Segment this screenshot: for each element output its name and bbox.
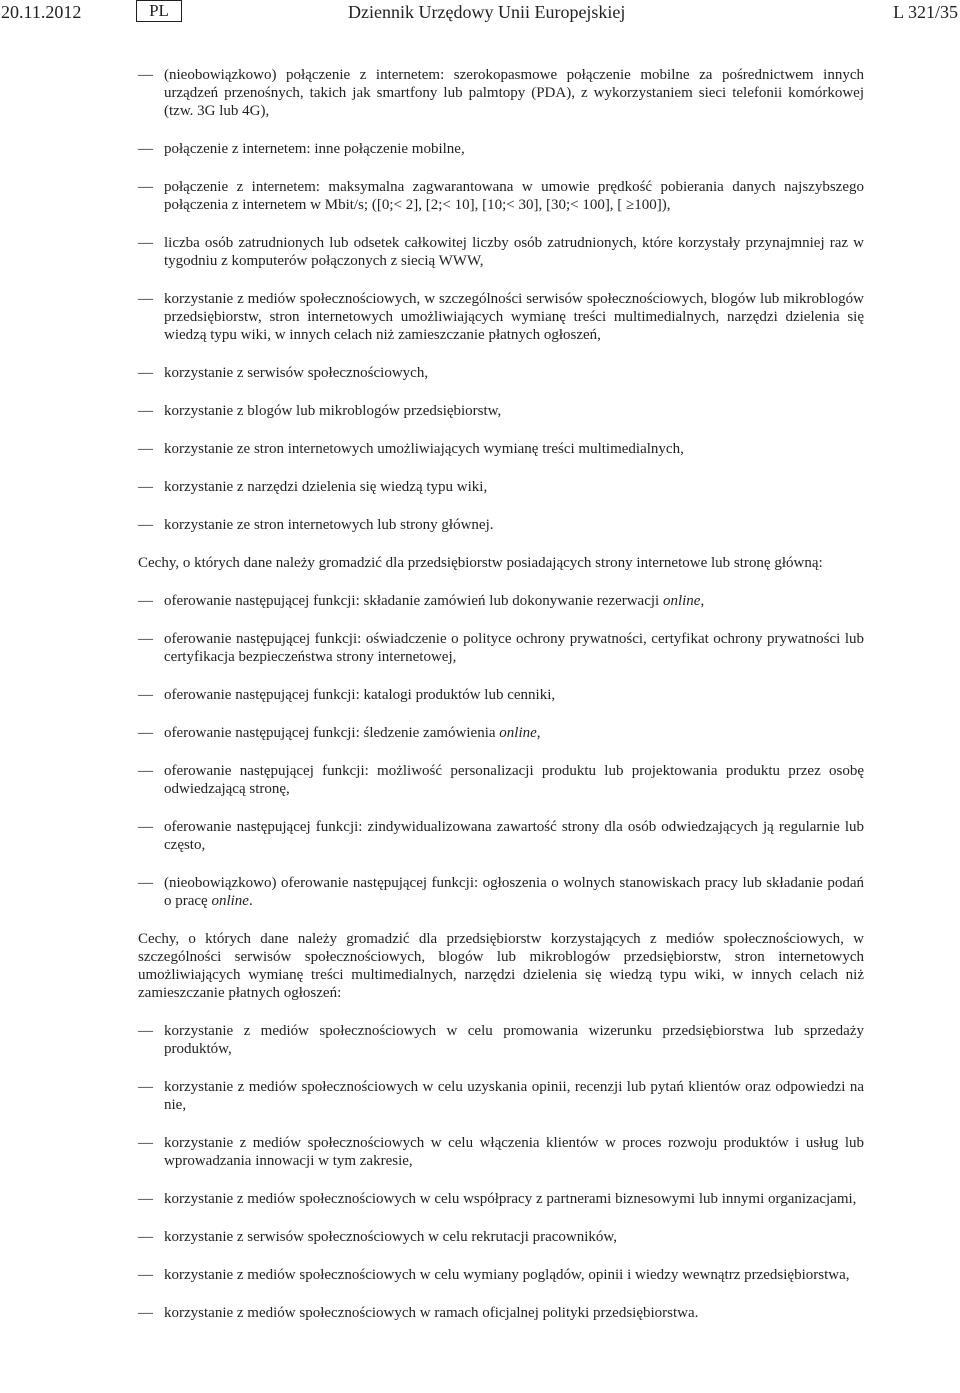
- italic-term: online: [499, 725, 537, 741]
- journal-title: Dziennik Urzędowy Unii Europejskiej: [348, 2, 626, 22]
- list-item-text: korzystanie z mediów społecznościowych w ramach oficjalnej polityki przedsiębiorstwa.: [164, 1305, 699, 1321]
- list-item: [138, 1134, 864, 1170]
- list-item: [138, 592, 864, 610]
- list-item-text: korzystanie z serwisów społecznościowych w celu rekrutacji pracowników,: [164, 1229, 618, 1245]
- list-item: [138, 1022, 864, 1058]
- list-item-text: korzystanie ze stron internetowych umożliwiających wymianę treści multimedialnych,: [164, 441, 684, 457]
- list-item-text: [164, 818, 864, 854]
- section-2-list: [138, 592, 864, 910]
- text-run: (nieobowiązkowo) oferowanie następującej funkcji: ogłoszenia o wolnych stanowiskach pracy lub składanie podań o pracę: [164, 875, 864, 909]
- list-item: [138, 1228, 864, 1246]
- dash-bullet: —: [138, 67, 153, 83]
- dash-bullet: —: [138, 1191, 153, 1207]
- text-run: .: [248, 893, 253, 909]
- dash-bullet: —: [138, 631, 153, 647]
- list-item-text: [164, 592, 864, 610]
- list-item-text: [164, 724, 864, 742]
- text-run: ,: [536, 725, 541, 741]
- list-item-text: korzystanie z mediów społecznościowych w celu współpracy z partnerami biznesowymi lub innymi organizacjami,: [164, 1191, 857, 1207]
- dash-bullet: —: [138, 291, 153, 307]
- list-item-text: połączenie z internetem: inne połączenie mobilne,: [164, 141, 465, 157]
- list-item-text: korzystanie z mediów społecznościowych w celu wymiany poglądów, opinii i wiedzy wewnątrz przedsiębiorstwa,: [164, 1267, 850, 1283]
- list-item: [138, 686, 864, 704]
- dash-bullet: —: [138, 1079, 153, 1095]
- text-run: oferowanie następującej funkcji: możliwość personalizacji produktu lub projektowania produktu przez osobę odwiedzającą stronę,: [164, 763, 864, 797]
- list-item-text: korzystanie ze stron internetowych lub strony głównej.: [164, 517, 494, 533]
- dash-bullet: —: [138, 1267, 153, 1283]
- section-2-intro: Cechy, o których dane należy gromadzić dla przedsiębiorstw posiadających strony internetowe lub stronę główną:: [138, 555, 823, 571]
- list-item: [138, 290, 864, 344]
- dash-bullet: —: [138, 1305, 153, 1321]
- section-1-list: [138, 66, 864, 534]
- dash-bullet: —: [138, 479, 153, 495]
- dash-bullet: —: [138, 1229, 153, 1245]
- dash-bullet: —: [138, 593, 153, 609]
- list-item-text: [164, 630, 864, 666]
- section-3-list: [138, 1022, 864, 1322]
- text-run: ,: [700, 593, 705, 609]
- document-body: [138, 66, 864, 1342]
- list-item: [138, 440, 864, 458]
- dash-bullet: —: [138, 1135, 153, 1151]
- list-item: [138, 516, 864, 534]
- page-header: [0, 0, 960, 34]
- text-run: oferowanie następującej funkcji: śledzenie zamówienia: [164, 725, 500, 741]
- text-run: oferowanie następującej funkcji: składanie zamówień lub dokonywanie rezerwacji: [164, 593, 663, 609]
- page-reference: L 321/35: [893, 2, 958, 22]
- list-item-text: [164, 686, 864, 704]
- list-item: [138, 724, 864, 742]
- list-item-text: korzystanie z serwisów społecznościowych,: [164, 365, 429, 381]
- list-item: [138, 234, 864, 270]
- list-item: [138, 874, 864, 910]
- list-item: [138, 364, 864, 382]
- list-item: [138, 178, 864, 214]
- list-item: [138, 66, 864, 120]
- text-run: oferowanie następującej funkcji: oświadczenie o polityce ochrony prywatności, certyfikat ochrony prywatności lub certyfikacja bezpieczeństwa strony internetowej,: [164, 631, 864, 665]
- section-3-intro: Cechy, o których dane należy gromadzić dla przedsiębiorstw korzystających z mediów społecznościowych, w szczególności serwisów społecznościowych, blogów lub mikroblogów przedsiębiorstw, stron internetowych umożliwiających wymianę treści multimedialnych, narzędzi dzielenia się wiedzą typu wiki, w innych celach niż zamieszczanie płatnych ogłoszeń:: [138, 931, 864, 1001]
- dash-bullet: —: [138, 235, 153, 251]
- list-item-text: korzystanie z mediów społecznościowych w celu promowania wizerunku przedsiębiorstwa lub sprzedaży produktów,: [164, 1023, 864, 1057]
- list-item-text: korzystanie z mediów społecznościowych w celu uzyskania opinii, recenzji lub pytań klientów oraz odpowiedzi na nie,: [164, 1079, 864, 1113]
- dash-bullet: —: [138, 365, 153, 381]
- list-item: [138, 1266, 864, 1284]
- dash-bullet: —: [138, 179, 153, 195]
- dash-bullet: —: [138, 763, 153, 779]
- list-item: [138, 1078, 864, 1114]
- text-run: oferowanie następującej funkcji: zindywidualizowana zawartość strony dla osób odwiedzających ją regularnie lub często,: [164, 819, 864, 853]
- dash-bullet: —: [138, 403, 153, 419]
- dash-bullet: —: [138, 819, 153, 835]
- language-code-box: PL: [136, 0, 182, 22]
- list-item: [138, 630, 864, 666]
- italic-term: online: [211, 893, 249, 909]
- list-item-text: korzystanie z narzędzi dzielenia się wiedzą typu wiki,: [164, 479, 488, 495]
- list-item: [138, 1190, 864, 1208]
- dash-bullet: —: [138, 517, 153, 533]
- list-item-text: [164, 762, 864, 798]
- list-item-text: korzystanie z mediów społecznościowych, w szczególności serwisów społecznościowych, blogów lub mikroblogów przedsiębiorstw, stron internetowych umożliwiających wymianę treści multimedialnych, narzędzi dzielenia się wiedzą typu wiki, w innych celach niż zamieszczanie płatnych ogłoszeń,: [164, 291, 864, 343]
- list-item: [138, 140, 864, 158]
- list-item: [138, 1304, 864, 1322]
- list-item-text: liczba osób zatrudnionych lub odsetek całkowitej liczby osób zatrudnionych, które korzystały przynajmniej raz w tygodniu z komputerów połączonych z siecią WWW,: [164, 235, 864, 269]
- list-item-text: korzystanie z blogów lub mikroblogów przedsiębiorstw,: [164, 403, 502, 419]
- list-item-text: [164, 874, 864, 910]
- list-item-text: połączenie z internetem: maksymalna zagwarantowana w umowie prędkość pobierania danych najszybszego połączenia z internetem w Mbit/s; ([0;< 2], [2;< 10], [10;< 30], [30;< 100], [ ≥100]),: [164, 179, 864, 213]
- text-run: oferowanie następującej funkcji: katalogi produktów lub cenniki,: [164, 687, 556, 703]
- dash-bullet: —: [138, 441, 153, 457]
- publication-date: 20.11.2012: [1, 2, 82, 22]
- list-item-text: (nieobowiązkowo) połączenie z internetem: szerokopasmowe połączenie mobilne za pośrednictwem innych urządzeń przenośnych, takich jak smartfony lub palmtopy (PDA), z wykorzystaniem sieci telefonii komórkowej (tzw. 3G lub 4G),: [164, 67, 864, 119]
- list-item: [138, 478, 864, 496]
- dash-bullet: —: [138, 875, 153, 891]
- dash-bullet: —: [138, 687, 153, 703]
- italic-term: online: [662, 593, 701, 609]
- dash-bullet: —: [138, 725, 153, 741]
- list-item-text: korzystanie z mediów społecznościowych w celu włączenia klientów w proces rozwoju produktów i usług lub wprowadzania innowacji w tym zakresie,: [164, 1135, 864, 1169]
- list-item: [138, 818, 864, 854]
- dash-bullet: —: [138, 1023, 153, 1039]
- dash-bullet: —: [138, 141, 153, 157]
- list-item: [138, 402, 864, 420]
- list-item: [138, 762, 864, 798]
